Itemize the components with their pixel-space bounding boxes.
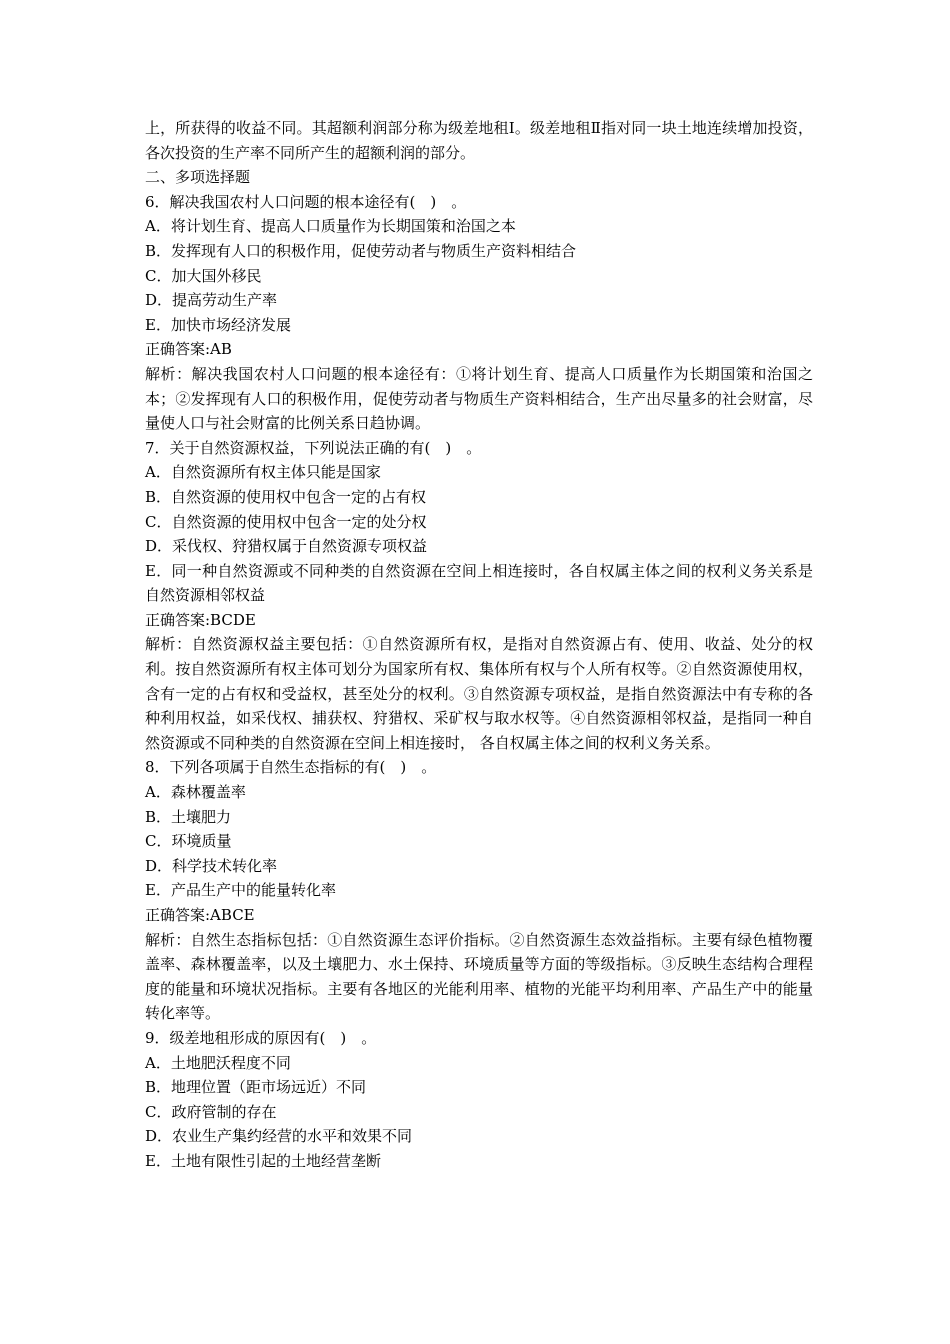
option-e: E．加快市场经济发展 [145,315,291,334]
option-a: A．自然资源所有权主体只能是国家 [145,463,381,482]
section-heading: 二、多项选择题 [145,168,251,187]
option-c: C．政府管制的存在 [145,1102,277,1121]
option-e: E．同一种自然资源或不同种类的自然资源在空间上相连接时，各自权属主体之间的权利义务关系是自然资源相邻权益 [145,561,813,605]
option-e: E．产品生产中的能量转化率 [145,881,336,900]
option-c: C．加大国外移民 [145,266,262,285]
option-a: A．森林覆盖率 [145,783,246,802]
option-b: B．地理位置（距市场远近）不同 [145,1078,367,1097]
option-b: B．自然资源的使用权中包含一定的占有权 [145,487,427,506]
option-a: A．土地肥沃程度不同 [145,1053,291,1072]
question-stem: 9．级差地租形成的原因有( ) 。 [145,1028,377,1047]
document-page [145,116,813,1174]
option-c: C．环境质量 [145,832,232,851]
analysis: 解析：自然生态指标包括：①自然资源生态评价指标。②自然资源生态效益指标。主要有绿色植物覆盖率、森林覆盖率，以及土壤肥力、水土保持、环境质量等方面的等级指标。③反映生态结构合理程度的能量和环境状况指标。主要有各地区的光能利用率、植物的光能平均利用率、产品生产中的能量转化率等。 [145,930,813,1023]
option-b: B．土壤肥力 [145,807,232,826]
option-b: B．发挥现有人口的积极作用，促使劳动者与物质生产资料相结合 [145,241,577,260]
option-d: D．科学技术转化率 [145,856,278,875]
correct-answer: 正确答案:ABCE [145,906,255,924]
option-a: A．将计划生育、提高人口质量作为长期国策和治国之本 [145,217,516,236]
intro-continuation: 上，所获得的收益不同。其超额利润部分称为级差地租Ⅰ。级差地租Ⅱ指对同一块土地连续增加投资，各次投资的生产率不同所产生的超额利润的部分。 [145,119,813,162]
option-d: D．采伐权、狩猎权属于自然资源专项权益 [145,537,428,556]
question-stem: 8．下列各项属于自然生态指标的有( ) 。 [145,758,437,777]
correct-answer: 正确答案:BCDE [145,610,256,629]
option-c: C．自然资源的使用权中包含一定的处分权 [145,512,427,531]
question-stem: 7．关于自然资源权益，下列说法正确的有( ) 。 [145,438,482,457]
analysis: 解析：自然资源权益主要包括：①自然资源所有权，是指对自然资源占有、使用、收益、处分的权利。按自然资源所有权主体可划分为国家所有权、集体所有权与个人所有权等。②自然资源使用权，含有一定的占有权和受益权，甚至处分的权利。③自然资源专项权益，是指自然资源法中有专称的各种利用权益，如采伐权、捕获权、狩猎权、采矿权与取水权等。④自然资源相邻权益，是指同一种自然资源或不同种类的自然资源在空间上相连接时， 各自权属主体之间的权利义务关系。 [145,635,813,752]
correct-answer: 正确答案:AB [145,340,232,359]
option-e: E．土地有限性引起的土地经营垄断 [145,1151,381,1170]
question-9 [145,1026,813,1174]
question-7 [145,436,813,756]
question-8 [145,755,813,1026]
analysis: 解析：解决我国农村人口问题的根本途径有：①将计划生育、提高人口质量作为长期国策和治国之本；②发挥现有人口的积极作用，促使劳动者与物质生产资料相结合，生产出尽量多的社会财富，尽量使人口与社会财富的比例关系日趋协调。 [145,364,813,433]
question-6 [145,190,813,436]
question-stem: 6．解决我国农村人口问题的根本途径有( ) 。 [145,192,467,211]
option-d: D．农业生产集约经营的水平和效果不同 [145,1127,413,1146]
option-d: D．提高劳动生产率 [145,291,278,310]
